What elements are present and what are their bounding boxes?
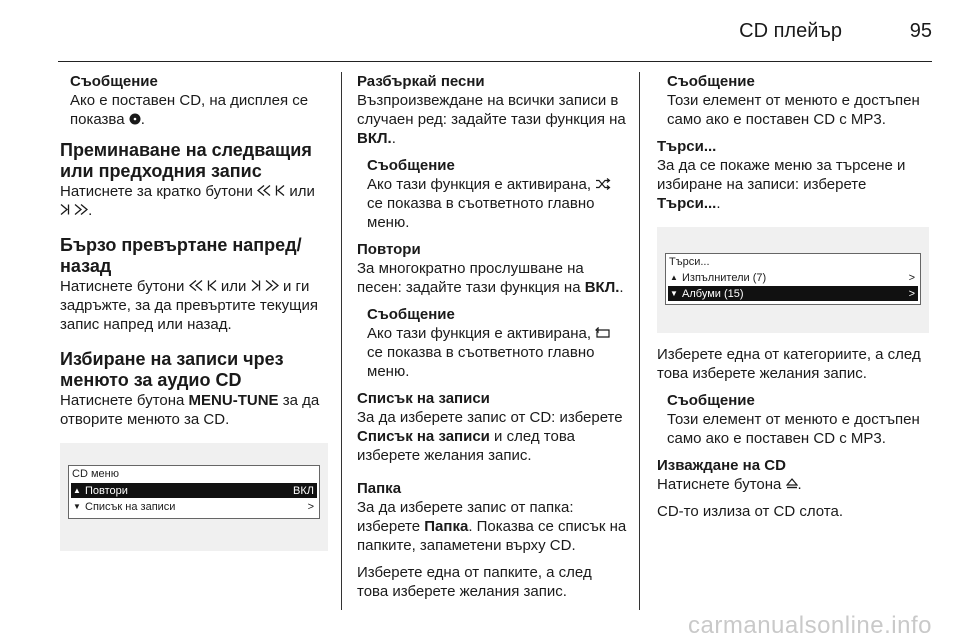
section-text-next-prev: Натиснете за кратко бутони или . — [60, 183, 315, 219]
cd-menu-screenshot — [60, 443, 328, 551]
section-heading-search: Търси... — [657, 138, 717, 155]
section-heading-shuffle: Разбъркай песни — [357, 73, 485, 90]
section-text-shuffle: Възпроизвеждане на всички записи в случаен ред: задайте тази функция на ВКЛ.. — [357, 92, 626, 147]
rewind-icon — [189, 280, 203, 291]
note-block — [657, 72, 929, 129]
fast-forward-icon — [74, 204, 88, 215]
note-block — [60, 72, 328, 129]
section-text-tracklist: За да изберете запис от CD: изберете Списък на записи и след това изберете желания запис. — [357, 409, 623, 464]
watermark: carmanualsonline.info — [688, 612, 932, 639]
section-heading-repeat: Повтори — [357, 241, 421, 258]
column-1 — [60, 72, 328, 610]
skip-back-icon — [207, 280, 217, 291]
note-text: Ако тази функция е активирана, се показва в съответното главно меню. — [367, 175, 627, 232]
repeat-icon — [595, 327, 611, 339]
menu-row-repeat: ▲ Повтори ВКЛ — [71, 483, 317, 498]
note-label: Съобщение — [667, 392, 755, 409]
section-text-cd-menu: Натиснете бутона MENU-TUNE за да отворите менюто за CD. — [60, 392, 320, 428]
cd-menu-display — [68, 465, 320, 519]
section-text-folder-2: Изберете една от папките, а след това изберете желания запис. — [357, 564, 592, 600]
note-label: Съобщение — [70, 73, 158, 90]
note-text: Този елемент от менюто е достъпен само ако е поставен CD с MP3. — [667, 411, 920, 447]
up-arrow-icon: ▲ — [73, 486, 81, 495]
note-text: Ако е поставен CD, на дисплея се показва . — [70, 92, 309, 128]
header-rule — [58, 61, 932, 62]
note-block — [357, 156, 627, 232]
column-divider — [639, 72, 640, 610]
note-label: Съобщение — [367, 157, 455, 174]
section-text-eject-2: CD-то излиза от CD слота. — [657, 503, 844, 520]
search-menu-display — [665, 253, 921, 305]
section-text-search: За да се покаже меню за търсене и избиране на записи: изберете Търси.... — [657, 157, 906, 212]
text-choose-category: Изберете една от категориите, а след това изберете желания запис. — [657, 346, 921, 382]
page-number: 95 — [909, 20, 932, 42]
section-text-eject: Натиснете бутона . — [657, 476, 802, 493]
section-heading-folder: Папка — [357, 480, 402, 497]
rewind-icon — [257, 185, 271, 196]
header-title: CD плейър — [739, 20, 842, 42]
menu-row-albums: ▼ Албуми (15) > — [668, 286, 918, 301]
eject-icon — [786, 478, 798, 490]
section-text-folder: За да изберете запис от папка: изберете Папка. Показва се списък на папките, запаметени върху CD. — [357, 499, 627, 554]
section-heading-cd-menu: Избиране на записи чрез менюто за аудио CD — [60, 349, 284, 390]
column-3 — [657, 72, 929, 610]
up-arrow-icon: ▲ — [670, 273, 678, 282]
skip-back-icon — [275, 185, 285, 196]
menu-title: Търси... — [669, 256, 710, 268]
skip-forward-icon — [60, 204, 70, 215]
section-text-fast-scroll: Натиснете бутони или и ги задръжте, за да превъртите текущия запис напред или назад. — [60, 278, 318, 333]
note-text: Този елемент от менюто е достъпен само ако е поставен CD с MP3. — [667, 92, 920, 128]
section-text-repeat: За многократно прослушване на песен: задайте тази функция на ВКЛ.. — [357, 260, 624, 296]
menu-row-artists: ▲ Изпълнители (7) > — [668, 270, 918, 285]
search-menu-screenshot — [657, 227, 929, 333]
note-label: Съобщение — [367, 306, 455, 323]
column-2 — [357, 72, 627, 610]
skip-forward-icon — [251, 280, 261, 291]
menu-title: CD меню — [72, 468, 119, 480]
note-block — [657, 391, 929, 448]
cd-disc-icon — [129, 113, 141, 125]
section-heading-eject: Изваждане на CD — [657, 457, 786, 474]
shuffle-icon — [595, 178, 611, 190]
section-heading-fast-scroll: Бързо превъртане напред/ назад — [60, 235, 302, 276]
section-heading-next-prev: Преминаване на следващия или предходния запис — [60, 140, 312, 181]
section-heading-tracklist: Списък на записи — [357, 390, 490, 407]
menu-tune-button-label: MENU-TUNE — [188, 392, 279, 409]
menu-row-tracklist: ▼ Списък на записи > — [71, 499, 317, 514]
note-label: Съобщение — [667, 73, 755, 90]
note-block — [357, 305, 627, 381]
down-arrow-icon: ▼ — [670, 289, 678, 298]
note-text: Ако тази функция е активирана, се показва в съответното главно меню. — [367, 324, 627, 381]
down-arrow-icon: ▼ — [73, 502, 81, 511]
fast-forward-icon — [265, 280, 279, 291]
column-divider — [341, 72, 342, 610]
